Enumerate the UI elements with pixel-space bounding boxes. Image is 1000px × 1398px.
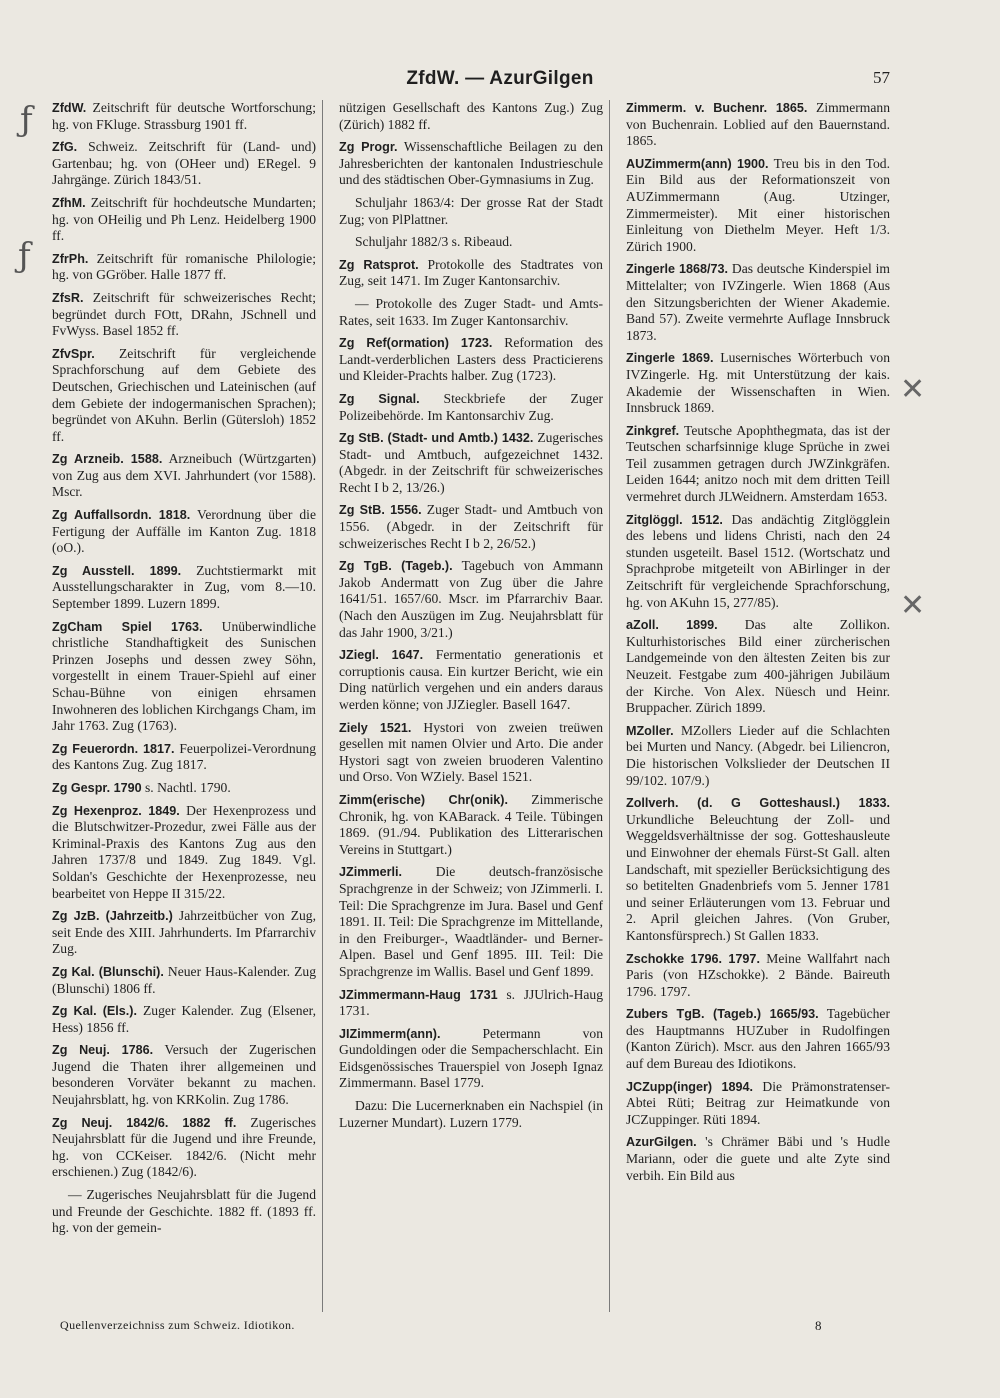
bibliography-entry [339, 647, 603, 713]
page-footer [60, 1318, 840, 1338]
entry-lemma: Zg TgB. (Tageb.). [339, 559, 453, 574]
entry-lemma: JZimmermann-Haug 1731 [339, 987, 498, 1002]
entry-text: s. Nachtl. 1790. [141, 779, 231, 795]
entry-lemma: ZfdW. [52, 101, 87, 115]
entry-text: Hystori von zweien treüwen gesellen mit namen Olvier und Arto. Die ander Hystori sagt von zweien bruoderen Valentino und Orso. Von WZiely. Basel 1521. [339, 719, 604, 785]
bibliography-entry [626, 423, 890, 506]
entry-text: Neuer Haus-Kalender. Zug (Blunschi) 1806 ff. [52, 963, 317, 996]
entry-lemma: Zg Hexenproz. 1849. [52, 803, 180, 818]
entry-lemma: Zg Kal. (Blunschi). [52, 964, 164, 979]
column-3 [626, 100, 890, 1312]
bibliography-entry [52, 563, 316, 613]
entry-text: Zugerisches Stadt- und Amtbuch, aufgezeichnet 1432. (Abgedr. in der Zeitschrift für schweizerisches Recht I b 2, 13/26.) [339, 430, 603, 495]
page-number: 57 [873, 68, 890, 87]
entry-lemma: Zubers TgB. (Tageb.) 1665/93. [626, 1007, 819, 1022]
entry-text: Wissenschaftliche Beilagen zu den Jahresberichten der kantonalen Industrieschule und des städtischen Ober-Gymnasiums in Zug. [339, 139, 603, 188]
entry-text: Arzneibuch (Würtzgarten) von Zug aus dem XVI. Jahrhundert (vor 1588). Mscr. [52, 451, 316, 500]
bibliography-entry [52, 741, 316, 774]
bibliography-entry [626, 512, 890, 612]
entry-lemma: MZoller. [626, 723, 674, 738]
entry-text: Meine Wallfahrt nach Paris (von HZschokke). 2 Bände. Baireuth 1796. 1797. [626, 950, 890, 999]
entry-lemma: ZfsR. [52, 290, 84, 305]
entry-text: Zuger Stadt- und Amtbuch von 1556. (Abgedr. in der Zeitschrift für schweizerisches Recht I b 2, 26/52.) [339, 502, 603, 551]
bibliography-entry [339, 1098, 603, 1131]
bibliography-entry [626, 1079, 890, 1129]
bibliography-entry [52, 964, 316, 997]
bibliography-entry [339, 864, 603, 980]
entry-text: Reformation des Landt-verderblichen Lasters dess Practicierens und Kleider-Prachts halber. Zug (1723). [339, 335, 604, 384]
bibliography-entry [339, 987, 603, 1020]
bibliography-entry [52, 139, 316, 189]
margin-mark-icon: ƒ [20, 100, 33, 140]
entry-text: Schuljahr 1863/4: Der grosse Rat der Stadt Zug; von PlPlattner. [339, 194, 603, 227]
cross-mark-icon: ✕ [900, 372, 926, 407]
entry-text: Lusernisches Wörterbuch von IVZingerle. Hg. mit Unterstützung der kais. Akademie der Wissenschaften in Wien. Innsbruck 1869. [626, 350, 890, 416]
margin-mark-icon: ƒ [18, 236, 31, 276]
bibliography-entry [52, 619, 316, 735]
bibliography-entry [52, 346, 316, 446]
entry-lemma: Zg Auffallsordn. 1818. [52, 508, 191, 523]
entry-lemma: ZfG. [52, 140, 78, 155]
entry-lemma: Zg Progr. [339, 140, 398, 155]
entry-lemma: JZimmerli. [339, 865, 402, 880]
bibliography-entry [52, 1187, 316, 1237]
bibliography-entry [626, 350, 890, 416]
entry-lemma: JCZupp(inger) 1894. [626, 1079, 754, 1094]
entry-lemma: Zimm(erische) Chr(onik). [339, 792, 508, 807]
entry-text: — Zugerisches Neujahrsblatt für die Jugend und Freunde der Geschichte. 1882 ff. (1893 ff. hg. von der gemein- [52, 1187, 316, 1236]
entry-text: Zeitschrift für vergleichende Sprachforschung auf dem Gebiete des Deutschen, Griechischen und Lateinischen (auf dem Gebiete der indogermanischen Sprachen); begründet von AKuhn. Berlin (Gütersloh) 1852 ff. [52, 345, 316, 444]
entry-lemma: Zg Feuerordn. 1817. [52, 741, 175, 756]
bibliography-entry [626, 723, 890, 789]
entry-lemma: AUZimmerm(ann) 1900. [626, 156, 769, 171]
entry-lemma: Zg JzB. (Jahrzeitb.) [52, 909, 173, 924]
entry-text: MZollers Lieder auf die Schlachten bei Murten und Nancy. (Abgedr. bei Liliencron, Die historischen Volkslieder der Deutschen II 99/102. 107/9.) [626, 722, 890, 788]
entry-lemma: Zschokke 1796. 1797. [626, 951, 760, 966]
entry-text: Zeitschrift für schweizerisches Recht; begründet durch FOtt, DRahn, JSchnell und FvWyss. Basel 1852 ff. [52, 289, 316, 339]
bibliography-entry [52, 1042, 316, 1108]
entry-lemma: Zg Gespr. 1790 [52, 780, 142, 795]
entry-lemma: Zingerle 1869. [626, 351, 714, 366]
bibliography-entry [52, 908, 316, 958]
entry-lemma: ZfvSpr. [52, 346, 95, 361]
entry-text: Steckbriefe der Zuger Polizeibehörde. Im Kantonsarchiv Zug. [339, 390, 604, 423]
entry-lemma: Zg StB. 1556. [339, 503, 422, 518]
entry-lemma: Zg Arzneib. 1588. [52, 452, 163, 467]
entry-text: Zimmermann von Buchenrain. Loblied auf den Bauernstand. 1865. [626, 100, 890, 149]
entry-lemma: ZgCham Spiel 1763. [52, 619, 203, 634]
entry-text: 's Chrämer Bäbi und 's Hudle Mariann, oder die guete und alte Zyte sind verbih. Ein Bild aus [626, 1134, 890, 1183]
entry-text: Die Prämonstratenser-Abtei Rüti; Beitrag zur Heimatkunde von JCZuppinger. Rüti 1894. [626, 1078, 890, 1127]
bibliography-entry [339, 234, 603, 251]
entry-text: Petermann von Gundoldingen oder die Sempacherschlacht. Ein Eidsgenössisches Trauerspiel von Joseph Ignaz Zimmermann. Basel 1779. [339, 1025, 603, 1091]
entry-text: Zugerisches Neujahrsblatt für die Jugend und ihre Freunde, hg. von CCKeiser. 1842/6. (Nicht mehr erschienen.) Zug (1842/6). [52, 1114, 317, 1180]
entry-lemma: Zg Ref(ormation) 1723. [339, 336, 493, 351]
footer-source: Quellenverzeichniss zum Schweiz. Idiotikon. [60, 1318, 295, 1332]
entry-lemma: Zitglöggl. 1512. [626, 512, 723, 527]
bibliography-entry [339, 139, 603, 189]
bibliography-entry [339, 1026, 603, 1092]
entry-lemma: aZoll. 1899. [626, 618, 718, 633]
entry-text: — Protokolle des Zuger Stadt- und Amts-Rates, seit 1633. Im Zuger Kantonsarchiv. [339, 295, 603, 328]
entry-text: Das alte Zollikon. Kulturhistorisches Bild einer zürcherischen Landgemeinde von den ältesten Zeiten bis zur Neuzeit. Festgabe zum 400-jährigen Jubiläum der Kirche. Von Alex. Nüesch und Heinr. Bruppacher. Zürich 1899. [626, 617, 890, 716]
entry-lemma: Zollverh. (d. G Gotteshausl.) 1833. [626, 796, 890, 811]
bibliography-entry [626, 261, 890, 344]
entry-text: nützigen Gesellschaft des Kantons Zug.) Zug (Zürich) 1882 ff. [339, 100, 603, 132]
entry-lemma: Zg Ratsprot. [339, 257, 419, 272]
entry-text: Dazu: Die Lucernerknaben ein Nachspiel (in Luzerner Mundart). Luzern 1779. [339, 1098, 603, 1130]
entry-text: Teutsche Apophthegmata, das ist der Teutschen scharfsinnige kluge Sprüche in zwei Teil zusammen getragen durch JWZinkgräfen. Leiden 1644; anitzo noch mit dem dritten Teill vermehret durch JLWeidnern. Amsterdam 1653. [626, 422, 890, 505]
bibliography-entry [339, 391, 603, 424]
entry-text: Verordnung über die Fertigung der Auffälle im Kanton Zug. 1818 (oO.). [52, 507, 316, 556]
entry-text: Zuchtstiermarkt mit Ausstellungscharakter in Zug, vom 8.—10. September 1899. Luzern 1899. [52, 562, 317, 612]
entry-lemma: Zingerle 1868/73. [626, 262, 728, 277]
bibliography-entry [626, 1006, 890, 1072]
entry-lemma: Zg Neuj. 1842/6. 1882 ff. [52, 1115, 237, 1130]
bibliography-entry [339, 792, 603, 858]
entry-text: Protokolle des Stadtrates von Zug, seit 1471. Im Zuger Kantonsarchiv. [339, 256, 603, 289]
entry-lemma: Ziely 1521. [339, 720, 412, 735]
entry-text: Treu bis in den Tod. Ein Bild aus der Reformationszeit von AUZimmermann (Aug. Utzinger, Zimmermeister). Mit einer historischen Einleitung von Diethelm Meyer. Heft 1/3. Zürich 1900. [626, 155, 890, 254]
bibliography-entry [626, 156, 890, 256]
bibliography-entry [626, 795, 890, 944]
bibliography-entry [52, 290, 316, 340]
entry-text: Urkundliche Beleuchtung der Zoll- und Weggeldsverhältnisse der sog. Gotteshausleute und Einwohner der ehemals Fürst-St Gall. alten Landschaft, mit spezieller Berücksichtigung des so betitelten Gnadenbriefs vom 5. Jenner 1781 und seiner Erläuterungen vom 13. Februar und 2. April gleichen Jahres. (Von Gruber, Kantonsfürsprech.) St Gallen 1833. [626, 811, 890, 943]
entry-text: Zeitschrift für hochdeutsche Mundarten; hg. von OHeilig und Ph Lenz. Heidelberg 1900 ff. [52, 194, 316, 244]
page-header [0, 64, 1000, 94]
entry-lemma: Zg StB. (Stadt- und Amtb.) 1432. [339, 431, 534, 446]
bibliography-entry [339, 100, 603, 133]
bibliography-entry [626, 951, 890, 1001]
column-1 [52, 100, 323, 1312]
entry-lemma: JIZimmerm(ann). [339, 1026, 441, 1041]
column-2 [339, 100, 610, 1312]
entry-text: Jahrzeitbücher von Zug, seit Ende des XIII. Jahrhunderts. Im Pfarrarchiv Zug. [52, 908, 317, 957]
bibliography-entry [52, 251, 316, 284]
bibliography-entry [339, 430, 603, 496]
bibliography-entry [339, 296, 603, 329]
entry-lemma: Zg Kal. (Els.). [52, 1004, 137, 1019]
entry-text: Zuger Kalender. Zug (Elsener, Hess) 1856 ff. [52, 1003, 316, 1035]
entry-lemma: Zg Ausstell. 1899. [52, 563, 182, 578]
entry-lemma: ZfrPh. [52, 251, 89, 266]
entry-text: Zimmerische Chronik, hg. von KABarack. 4 Teile. Tübingen 1869. (91./94. Publikation des Litterarischen Vereins in Stuttgart.) [339, 791, 604, 857]
bibliography-entry [52, 507, 316, 557]
bibliography-entry [52, 451, 316, 501]
entry-text: Versuch der Zugerischen Jugend die Thaten ihrer allgemeinen und besonderen Vorväter bekannt zu machen. Neujahrsblatt, hg. von KRKolin. Zug 1786. [52, 1042, 316, 1108]
bibliography-entry [339, 195, 603, 228]
entry-lemma: JZiegl. 1647. [339, 648, 424, 663]
entry-text: Die deutsch-französische Sprachgrenze in der Schweiz; von JZimmerli. I. Teil: Die Sprachgrenze im Jura. Basel und Genf 1891. II. Teil: Die Sprachgrenze im Mittellande, in den Freiburger-, Waadtländer- und Berner-Alpen. Basel und Genf 1895. III. Teil: Die Sprachgrenze im Wallis. Basel und Genf 1899. [339, 864, 603, 979]
bibliography-entry [52, 1115, 316, 1181]
cross-mark-icon: ✕ [900, 588, 926, 623]
entry-text: Das andächtig Zitglögglein des lebens und lidens Christi, nach den 24 stunden usgeteilt. Basel 1512. (Wortschatz und Sprachprobe mitgeteilt von ABirlinger in der Zeitschrift für vergleichende Sprachforschung, hg. von AKuhn 15, 277/85). [626, 511, 890, 610]
entry-lemma: ZfhM. [52, 195, 86, 210]
bibliography-entry [626, 1134, 890, 1184]
bibliography-entry [52, 100, 316, 133]
entry-text: Feuerpolizei-Verordnung des Kantons Zug. Zug 1817. [52, 740, 317, 773]
bibliography-entry [339, 257, 603, 290]
entry-text: Fermentatio generationis et corruptionis causa. Ein kurtzer Bericht, wie ein Ding natürlich vergehen und ein anders daraus werden könne; von JJZiegler. Basell 1647. [339, 647, 603, 712]
entry-lemma: Zimmerm. v. Buchenr. 1865. [626, 101, 808, 115]
bibliography-entry [339, 502, 603, 552]
entry-lemma: Zinkgref. [626, 423, 680, 438]
entry-text: Zeitschrift für romanische Philologie; hg. von GGröber. Halle 1877 ff. [52, 250, 316, 283]
entry-lemma: AzurGilgen. [626, 1135, 697, 1150]
entry-lemma: Zg Neuj. 1786. [52, 1043, 154, 1058]
entry-text: Schweiz. Zeitschrift für (Land- und) Gartenbau; hg. von (OHeer und) ERegel. 9 Jahrgänge. Zürich 1843/51. [52, 139, 316, 188]
bibliography-entry [339, 558, 603, 641]
entry-text: Der Hexenprozess und die Blutschwitzer-Prozedur, zwei Fälle aus der Kriminal-Praxis des Kantons Zug aus den Jahren 1737/8 und 1849. Zug 1849. Vgl. Soldan's Geschichte der Hexenprozesse, neu bearbeitet von Heppe II 315/22. [52, 802, 316, 901]
entry-text: Zeitschrift für deutsche Wortforschung; hg. von FKluge. Strassburg 1901 ff. [52, 100, 316, 132]
footer-sheet-number: 8 [815, 1318, 822, 1333]
entry-text: Schuljahr 1882/3 s. Ribeaud. [355, 234, 513, 250]
bibliography-entry [52, 1003, 316, 1036]
entry-text: s. JJUlrich-Haug 1731. [339, 986, 604, 1019]
entry-text: Tagebücher des Hauptmanns HUZuber in Rudolfingen (Kanton Zürich). Mscr. aus den Jahren 1665/93 auf dem Bureau des Idiotikons. [626, 1006, 890, 1072]
running-head: ZfdW. — AzurGilgen [406, 68, 594, 89]
bibliography-entry [626, 617, 890, 717]
bibliography-entry [52, 780, 316, 797]
entry-text: Das deutsche Kinderspiel im Mittelalter; von IVZingerle. Wien 1868 (Aus den Sitzungsberichten der Wiener Akademie. Band 57). Zweite vermehrte Auflage Innsbruck 1873. [626, 261, 890, 343]
entry-lemma: Zg Signal. [339, 391, 420, 406]
bibliography-entry [339, 720, 603, 786]
bibliography-entry [626, 100, 890, 150]
entry-columns [52, 100, 890, 1312]
entry-text: Unüberwindliche christliche Standhaftigkeit des Sunischen Prinzen Josephs und dessen zwey Söhn, vorgestellt in einem Trauer-Spiehl auf einer Schau-Bühne von einigen ehrsamen Inwohneren des loblichen Kirchgangs Cham, im Jahr 1763. Zug (1763). [52, 618, 317, 734]
bibliography-entry [339, 335, 603, 385]
entry-text: Tagebuch von Ammann Jakob Andermatt von Zug über die Jahre 1641/51. 1657/60. Mscr. im Pfarrarchiv Baar. (Nach den Auszügen im Zug. Neujahrsblatt für das Jahr 1900, 3/21.) [339, 558, 603, 640]
bibliography-entry [52, 803, 316, 903]
bibliography-entry [52, 195, 316, 245]
